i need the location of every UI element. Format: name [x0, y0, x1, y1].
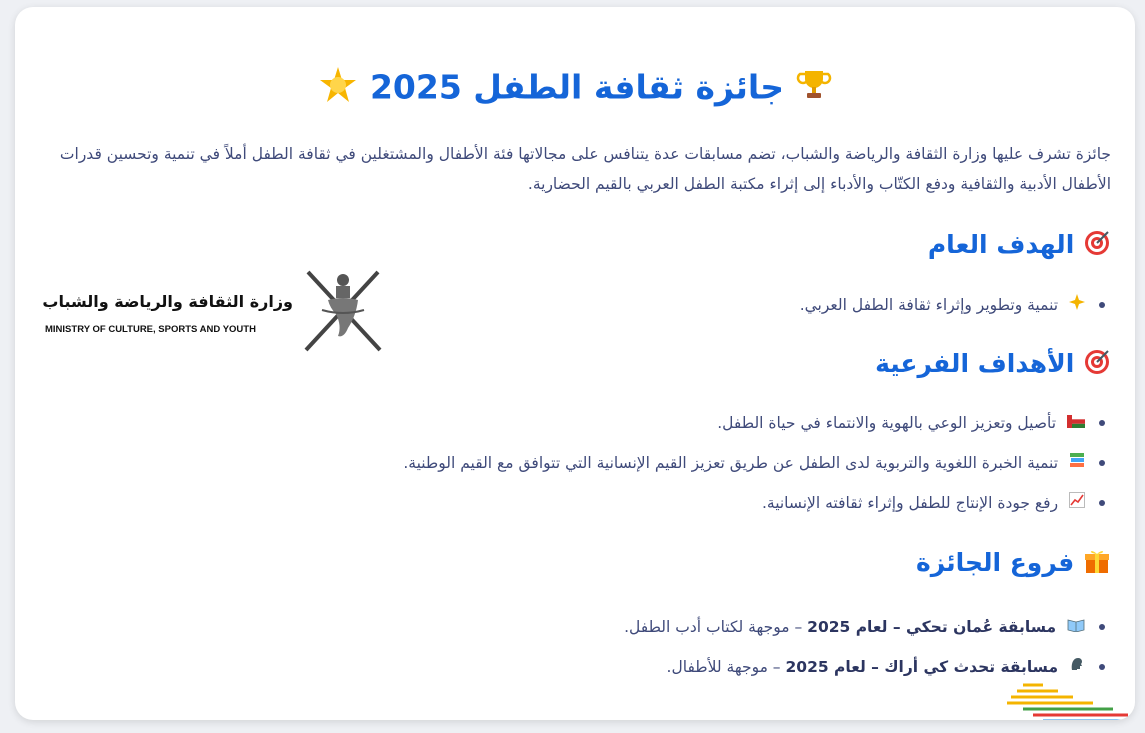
- branches-heading: [916, 547, 1111, 581]
- general-goal-item-text: تنمية وتطوير وإثراء ثقافة الطفل العربي.: [799, 296, 1059, 314]
- ministry-logo: [43, 262, 388, 362]
- branch-title: مسابقة تحدث كي أراك – لعام 2025: [785, 658, 1059, 676]
- books-icon: [1069, 444, 1085, 484]
- open-book-icon: [1067, 608, 1085, 648]
- sub-goals-heading: [875, 348, 1111, 382]
- sub-goal-item-text: رفع جودة الإنتاج للطفل وإثراء ثقافته الإنسانية.: [761, 494, 1059, 512]
- gift-icon: [1083, 547, 1111, 581]
- bullet: [1099, 460, 1105, 466]
- oman-khanjar-emblem-icon: [298, 266, 388, 360]
- bullet: [1099, 302, 1105, 308]
- chart-up-icon: [1069, 484, 1085, 524]
- sub-goal-item-text: تنمية الخبرة اللغوية والتربوية لدى الطفل عن طريق تعزيز القيم الإنسانية التي تتوافق مع القيم الوطنية.: [403, 454, 1059, 472]
- target-icon: [1083, 348, 1111, 382]
- general-goal-heading: [928, 229, 1111, 263]
- sparkles-icon: [1069, 286, 1085, 326]
- sub-goals-list: [403, 403, 1111, 523]
- intro-paragraph: جائزة تشرف عليها وزارة الثقافة والرياضة والشباب، تضم مسابقات عدة يتنافس على مجالاتها فئة الأطفال والمشتغلين في ثقافة الطفل أملاً في تنمية وتحسين قدرات الأطفال الأدبية والثقافية ودفع الكتّاب والأدباء إلى إثراء مكتبة الطفل العربي بالقيم الحضارية.: [59, 145, 1111, 193]
- list-item: [403, 403, 1111, 443]
- list-item: [403, 443, 1111, 483]
- ministry-name-english: MINISTRY OF CULTURE, SPORTS AND YOUTH: [45, 324, 256, 335]
- bullet: [1099, 664, 1105, 670]
- branch-description: – موجهة للأطفال.: [666, 658, 781, 676]
- branch-title: مسابقة عُمان تحكي – لعام 2025: [807, 618, 1057, 636]
- trophy-icon: [796, 67, 832, 111]
- main-card: [15, 7, 1135, 720]
- list-item: [624, 607, 1111, 647]
- sub-goal-item-text: تأصيل وتعزيز الوعي بالهوية والانتماء في حياة الطفل.: [717, 414, 1057, 432]
- bullet: [1099, 500, 1105, 506]
- page-title: [15, 65, 1135, 113]
- branches-heading-text: فروع الجائزة: [915, 548, 1075, 577]
- ministry-name-arabic: وزارة الثقافة والرياضة والشباب: [42, 292, 293, 311]
- branch-description: – موجهة لكتاب أدب الطفل.: [624, 618, 803, 636]
- target-icon: [1083, 229, 1111, 263]
- list-item: [800, 285, 1111, 325]
- sub-goals-heading-text: الأهداف الفرعية: [875, 349, 1075, 378]
- general-goal-list: [800, 285, 1111, 325]
- page-title-text: جائزة ثقافة الطفل 2025: [369, 67, 785, 107]
- branches-list: [624, 607, 1111, 687]
- star-icon: [318, 65, 358, 113]
- bullet: [1099, 624, 1105, 630]
- bullet: [1099, 420, 1105, 426]
- list-item: [403, 483, 1111, 523]
- oman-flag-icon: [1067, 404, 1085, 444]
- general-goal-heading-text: الهدف العام: [927, 230, 1075, 259]
- watermark-logo: [1003, 679, 1133, 720]
